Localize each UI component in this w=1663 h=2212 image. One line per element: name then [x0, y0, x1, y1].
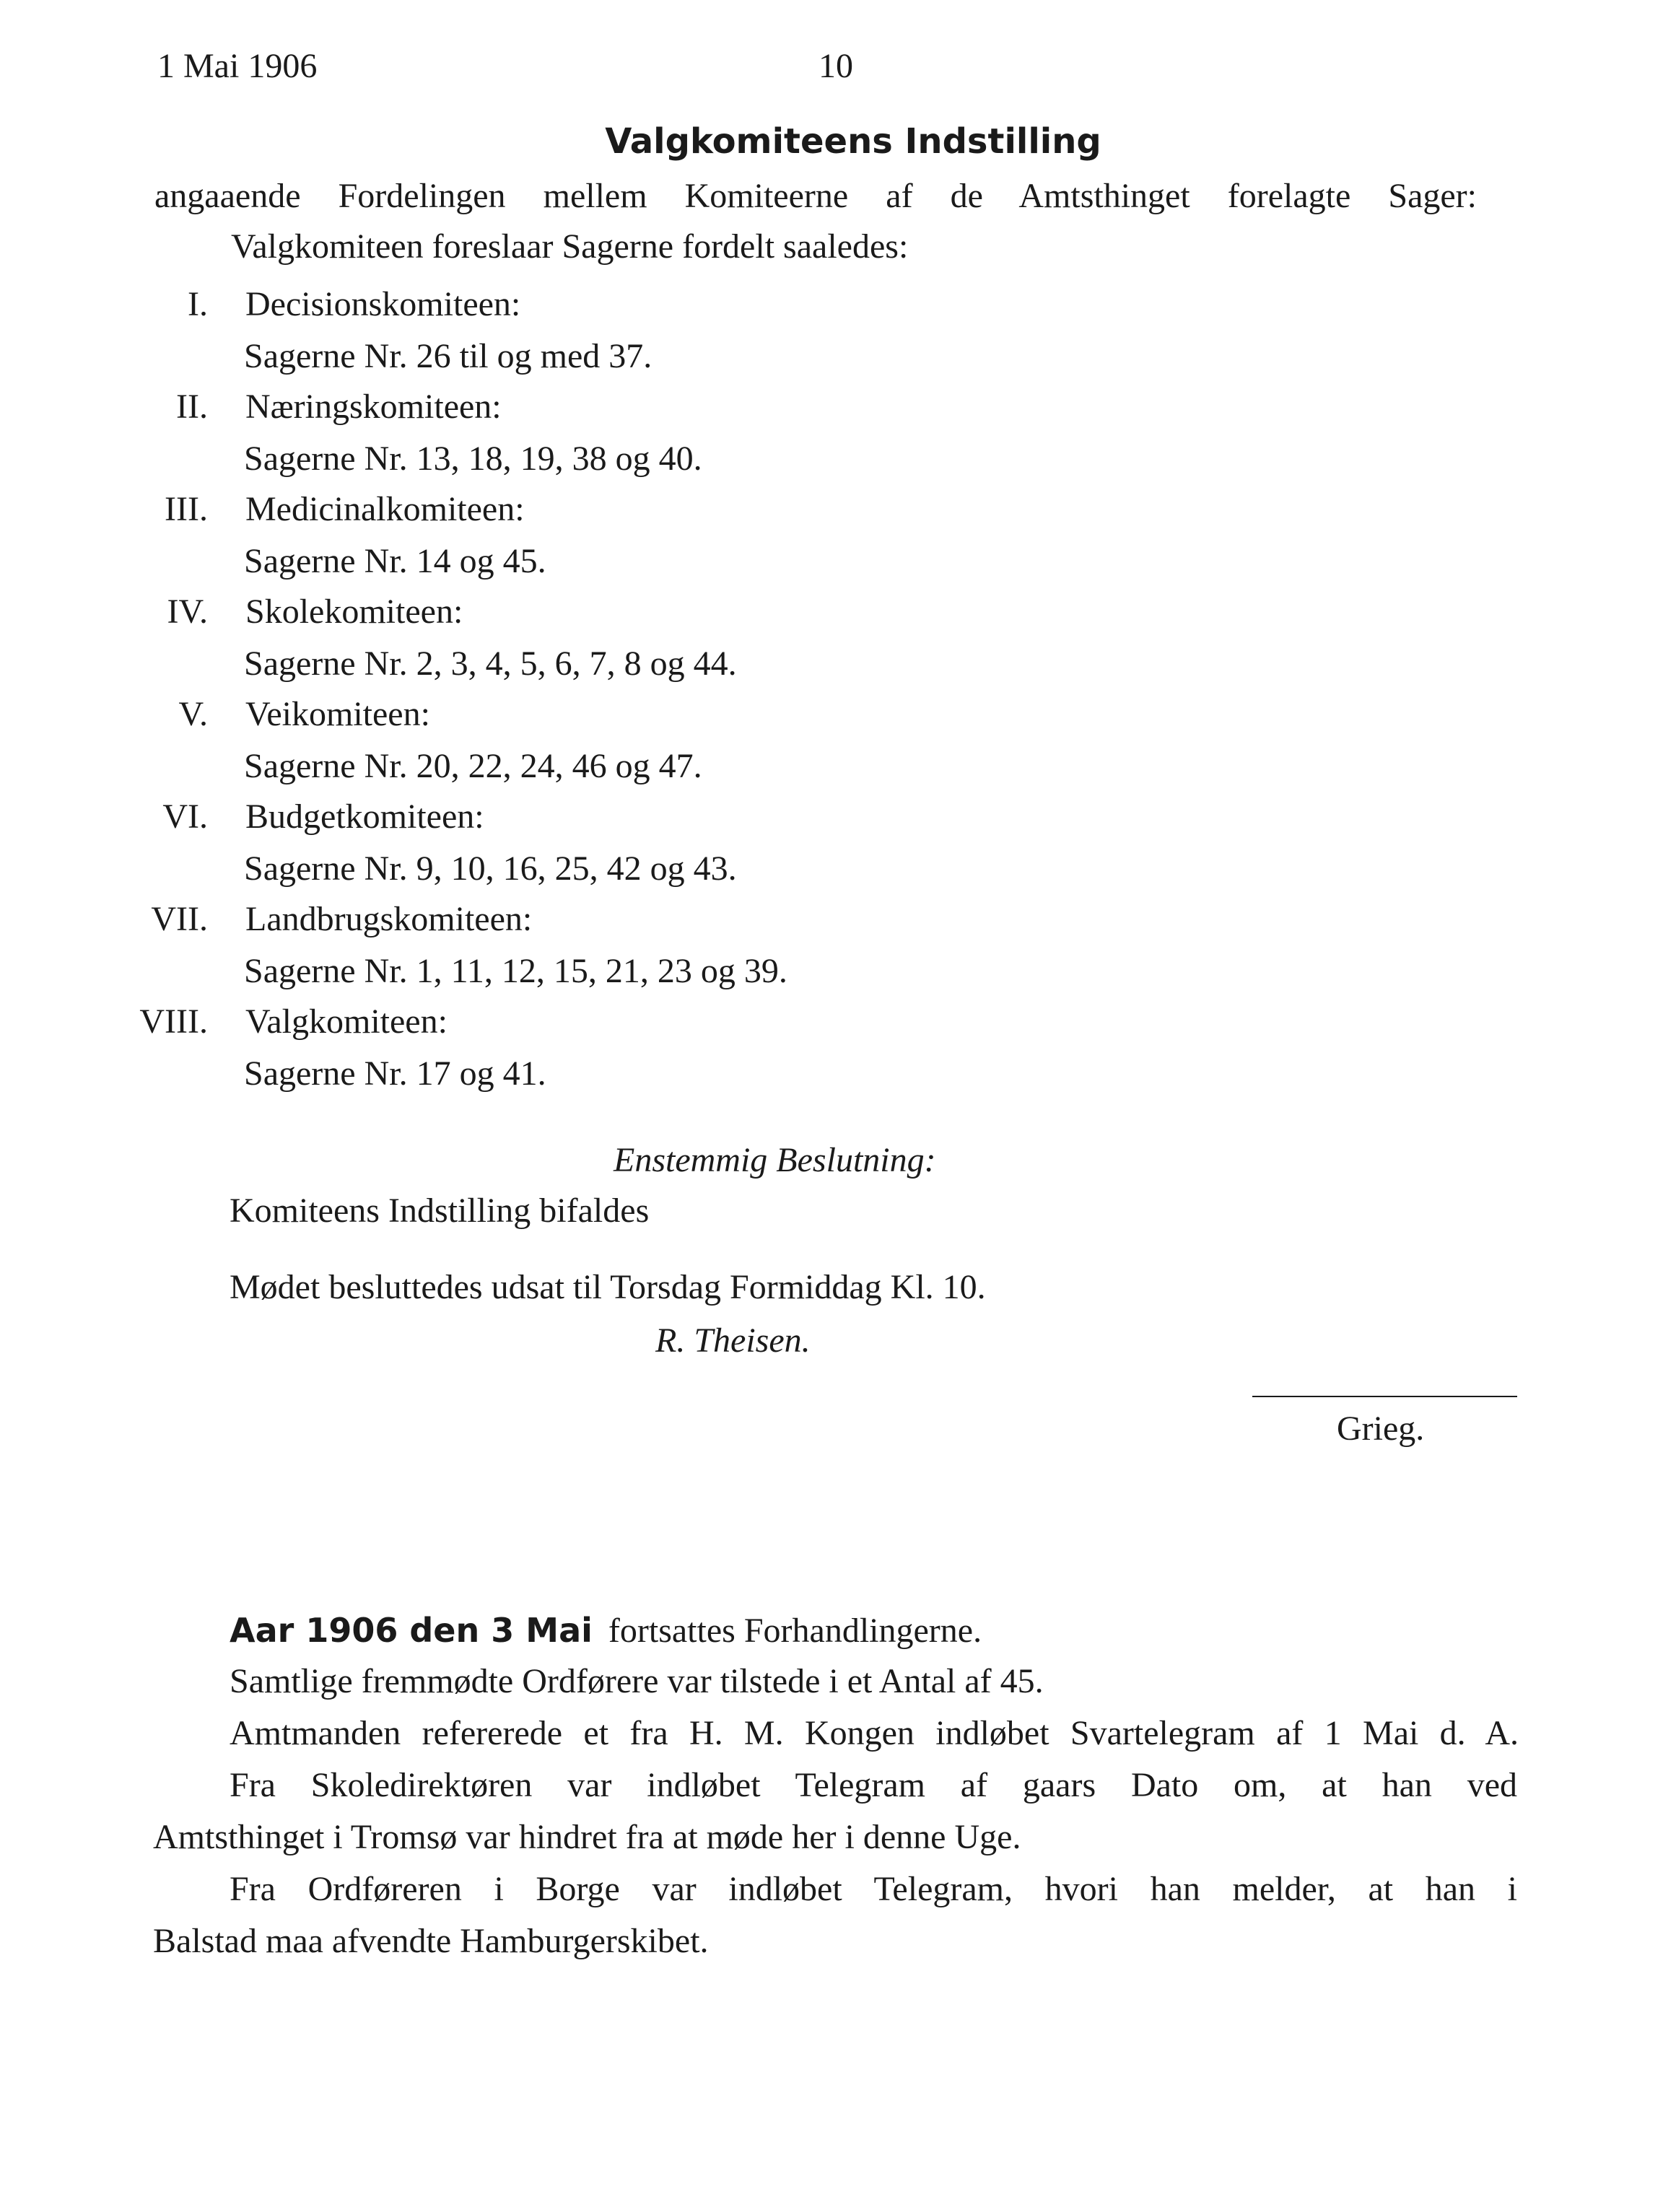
- item-cases: Sagerne Nr. 2, 3, 4, 5, 6, 7, 8 og 44.: [244, 644, 737, 683]
- item-numeral: VI.: [162, 797, 208, 836]
- section-title: Valgkomiteens Indstilling: [605, 121, 1101, 162]
- item-committee: Medicinalkomiteen:: [245, 490, 525, 528]
- item-numeral: V.: [178, 695, 208, 733]
- item-cases: Sagerne Nr. 13, 18, 19, 38 og 40.: [244, 440, 702, 478]
- adjourn-text: Mødet besluttedes udsat til Torsdag Formiddag Kl. 10.: [230, 1268, 986, 1306]
- section2-heading-bold: Aar 1906 den 3 Mai: [230, 1611, 593, 1650]
- item-cases: Sagerne Nr. 20, 22, 24, 46 og 47.: [244, 747, 702, 785]
- paragraph-line: Fra Skoledirektøren var indløbet Telegram af gaars Dato om, at han ved: [230, 1766, 1517, 1804]
- page-number: 10: [819, 47, 853, 85]
- item-numeral: I.: [188, 285, 208, 323]
- paragraph-line: Balstad maa afvendte Hamburgerskibet.: [153, 1922, 709, 1960]
- item-cases: Sagerne Nr. 14 og 45.: [244, 542, 546, 580]
- item-committee: Decisionskomiteen:: [245, 285, 521, 323]
- decision-text: Komiteens Indstilling bifaldes: [230, 1192, 650, 1230]
- item-cases: Sagerne Nr. 1, 11, 12, 15, 21, 23 og 39.: [244, 952, 787, 990]
- item-numeral: IV.: [167, 593, 208, 631]
- paragraph: Amtmanden refererede et fra H. M. Kongen indløbet Svartelegram af 1 Mai d. A.: [230, 1714, 1519, 1752]
- item-numeral: VII.: [151, 900, 208, 938]
- item-numeral: II.: [176, 388, 208, 426]
- section2-heading-rest: fortsattes Forhandlingerne.: [608, 1612, 982, 1650]
- item-committee: Budgetkomiteen:: [245, 797, 484, 836]
- item-cases: Sagerne Nr. 26 til og med 37.: [244, 337, 652, 375]
- paragraph-line: Amtsthinget i Tromsø var hindret fra at møde her i denne Uge.: [153, 1818, 1021, 1856]
- countersign: Grieg.: [1337, 1409, 1425, 1448]
- section-intro: Valgkomiteen foreslaar Sagerne fordelt saaledes:: [231, 227, 909, 266]
- item-committee: Skolekomiteen:: [245, 593, 463, 631]
- section-subtitle: angaaende Fordelingen mellem Komiteerne af de Amtsthinget forelagte Sager:: [154, 177, 1477, 215]
- item-committee: Veikomiteen:: [245, 695, 430, 733]
- section2-heading: [230, 1611, 982, 1650]
- signature-rule: [1252, 1396, 1517, 1397]
- decision-heading: Enstemmig Beslutning:: [614, 1141, 936, 1179]
- paragraph: Samtlige fremmødte Ordførere var tilstede i et Antal af 45.: [230, 1662, 1044, 1700]
- item-committee: Valgkomiteen:: [245, 1002, 448, 1041]
- item-committee: Næringskomiteen:: [245, 388, 502, 426]
- signature: R. Theisen.: [655, 1321, 811, 1360]
- item-committee: Landbrugskomiteen:: [245, 900, 533, 938]
- item-cases: Sagerne Nr. 17 og 41.: [244, 1054, 546, 1093]
- paragraph-line: Fra Ordføreren i Borge var indløbet Telegram, hvori han melder, at han i: [230, 1870, 1517, 1908]
- item-numeral: VIII.: [139, 1002, 208, 1041]
- item-numeral: III.: [165, 490, 208, 528]
- item-cases: Sagerne Nr. 9, 10, 16, 25, 42 og 43.: [244, 849, 737, 888]
- header-date: 1 Mai 1906: [157, 47, 318, 85]
